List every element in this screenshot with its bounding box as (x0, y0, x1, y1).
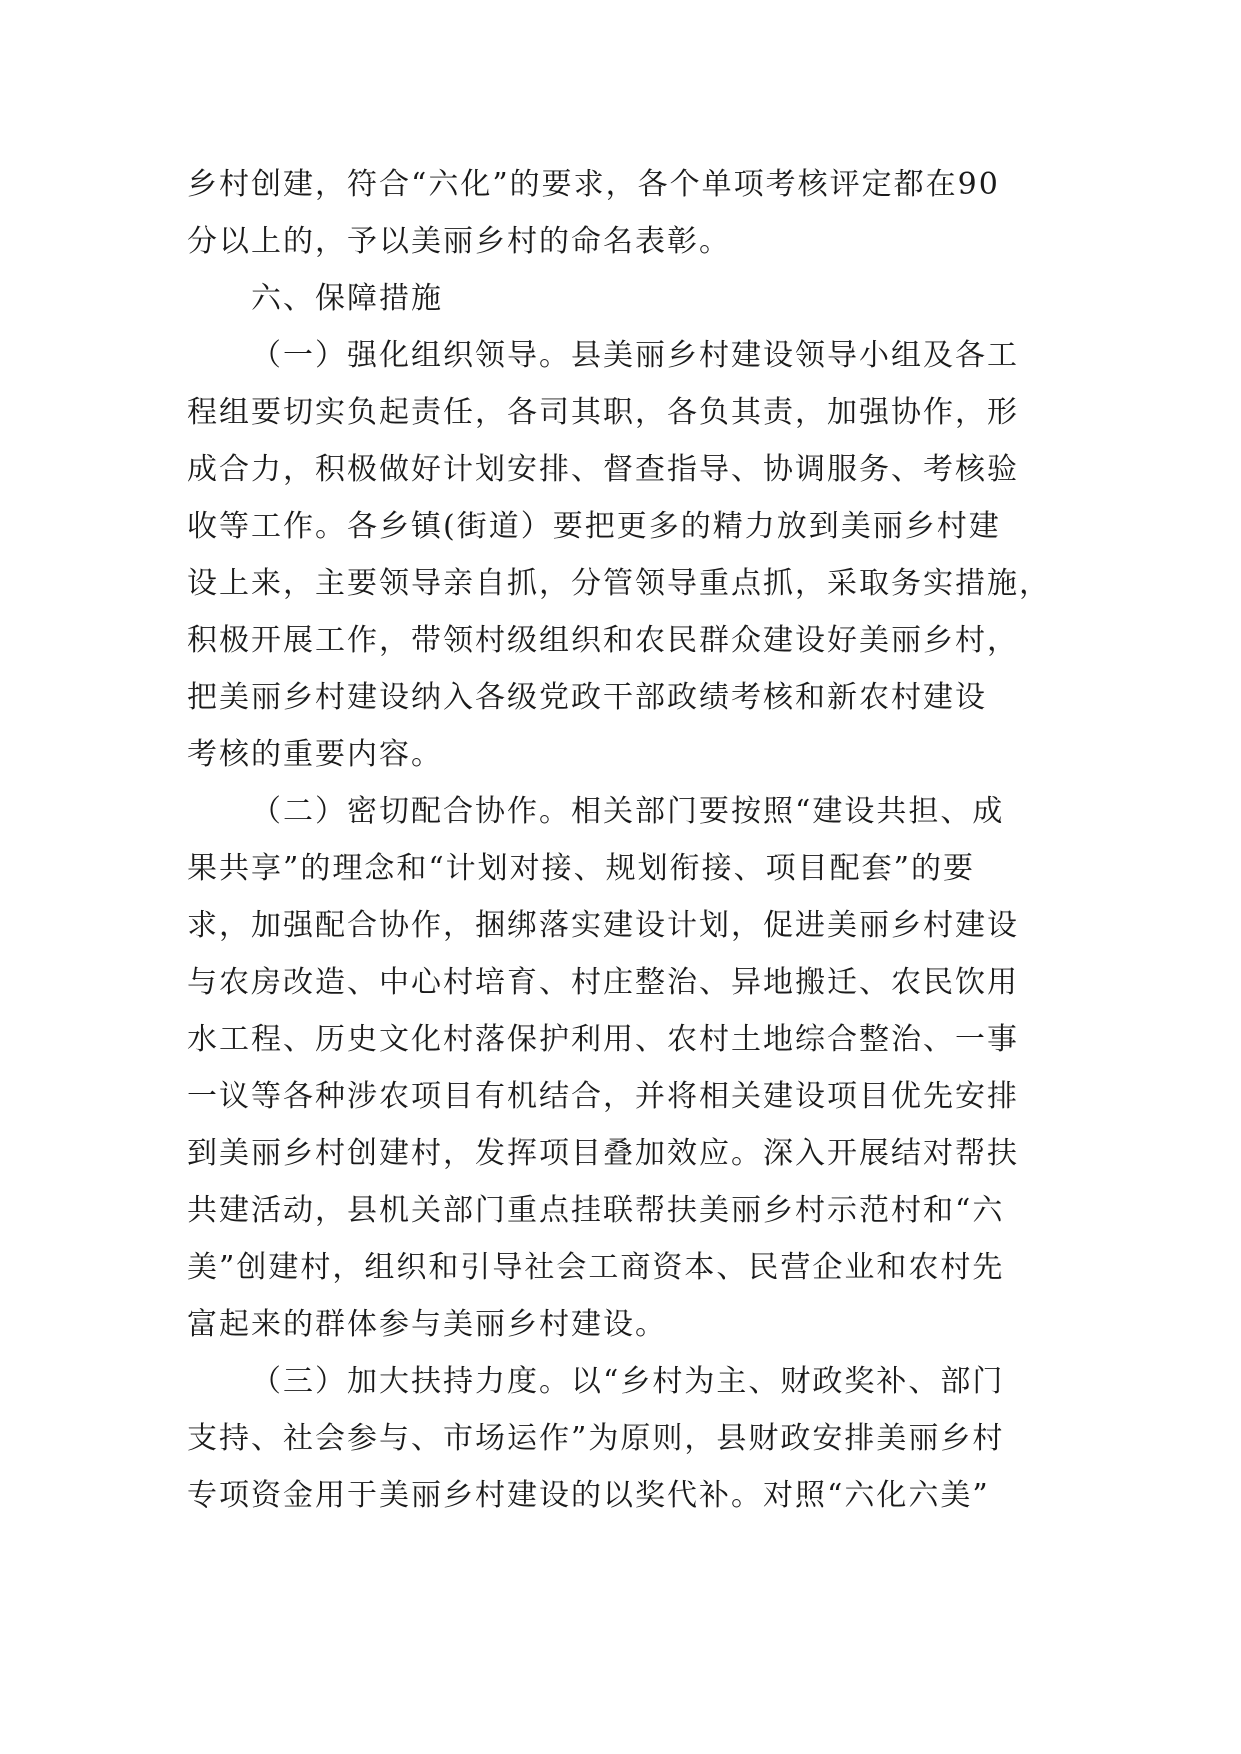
text-line: 专项资金用于美丽乡村建设的以奖代补。对照“六化六美” (187, 1478, 990, 1513)
text-line: 考核的重要内容。 (187, 737, 443, 772)
text-line: 设上来，主要领导亲自抓，分管领导重点抓，采取务实措施， (187, 566, 1051, 601)
text-line: 与农房改造、中心村培育、村庄整治、异地搬迁、农民饮用 (187, 965, 1019, 1000)
text-line: 果共享”的理念和“计划对接、规划衔接、项目配套”的要 (187, 851, 976, 886)
text-line: 成合力，积极做好计划安排、督查指导、协调服务、考核验 (187, 452, 1019, 487)
text-line: 一议等各种涉农项目有机结合，并将相关建设项目优先安排 (187, 1079, 1019, 1114)
text-line: 共建活动，县机关部门重点挂联帮扶美丽乡村示范村和“六 (187, 1193, 1005, 1228)
text-line: 乡村创建，符合“六化”的要求，各个单项考核评定都在90 (187, 167, 1000, 202)
section-heading: 六、保障措施 (251, 281, 443, 316)
paragraph-heading-line: （二）密切配合协作。相关部门要按照“建设共担、成 (251, 794, 1005, 829)
text-line: 积极开展工作，带领村级组织和农民群众建设好美丽乡村， (187, 623, 1019, 658)
document-body (187, 156, 1067, 1524)
text-line: 收等工作。各乡镇(街道）要把更多的精力放到美丽乡村建 (187, 509, 1001, 544)
text-line: 支持、社会参与、市场运作”为原则，县财政安排美丽乡村 (187, 1421, 1005, 1456)
paragraph-heading-line: （一）强化组织领导。县美丽乡村建设领导小组及各工 (251, 338, 1019, 373)
text-line: 水工程、历史文化村落保护利用、农村土地综合整治、一事 (187, 1022, 1019, 1057)
text-line: 美”创建村，组织和引导社会工商资本、民营企业和农村先 (187, 1250, 1005, 1285)
text-line: 富起来的群体参与美丽乡村建设。 (187, 1307, 667, 1342)
text-line: 求，加强配合协作，捆绑落实建设计划，促进美丽乡村建设 (187, 908, 1019, 943)
text-line: 程组要切实负起责任，各司其职，各负其责，加强协作，形 (187, 395, 1019, 430)
text-line: 到美丽乡村创建村，发挥项目叠加效应。深入开展结对帮扶 (187, 1136, 1019, 1171)
text-line: 把美丽乡村建设纳入各级党政干部政绩考核和新农村建设 (187, 680, 987, 715)
text-line: 分以上的，予以美丽乡村的命名表彰。 (187, 224, 731, 259)
paragraph-heading-line: （三）加大扶持力度。以“乡村为主、财政奖补、部门 (251, 1364, 1005, 1399)
